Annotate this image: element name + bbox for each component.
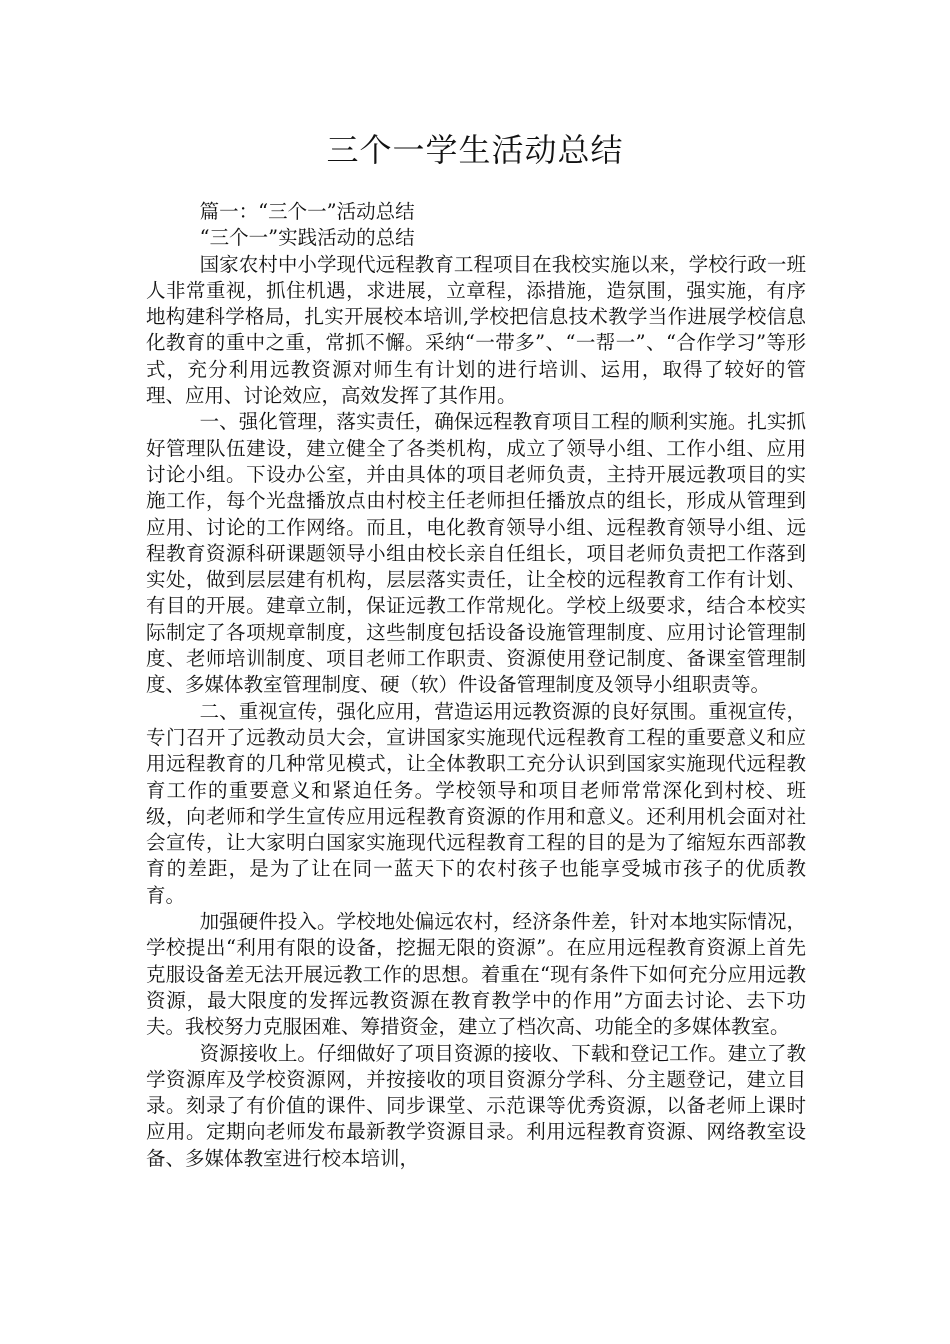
document-title: 三个一学生活动总结 [326, 131, 624, 169]
paragraph-publicity: 二、重视宣传，强化应用，营造运用远教资源的良好氛围。重视宣传，专门召开了远教动员大会，宣讲国家实施现代远程教育工程的重要意义和应用远程教育的几种常见模式，让全体教职工充分认识到国家实施现代远程教育工作的重要意义和紧迫任务。学校领导和项目老师常常深化到村校、班级，向老师和学生宣传应用远程教育资源的作用和意义。还利用机会面对社会宣传，让大家明白国家实施现代远程教育工程的目的是为了缩短东西部教育的差距，是为了让在同一蓝天下的农村孩子也能享受城市孩子的优质教育。 [146, 699, 806, 907]
subheading-article-one: 篇一：“三个一”活动总结 [199, 200, 415, 223]
subheading-summary: “三个一”实践活动的总结 [199, 226, 415, 250]
paragraph-hardware: 加强硬件投入。学校地处偏远农村，经济条件差，针对本地实际情况，学校提出“利用有限的设备，挖掘无限的资源”。在应用远程教育资源上首先克服设备差无法开展远教工作的思想。着重在“现有条件下如何充分应用远教资源，最大限度的发挥远教资源在教育教学中的作用”方面去讨论、去下功夫。我校努力克服困难、筹措资金，建立了档次高、功能全的多媒体教室。 [146, 910, 806, 1039]
document-body [146, 199, 806, 1172]
paragraph-resources: 资源接收上。仔细做好了项目资源的接收、下载和登记工作。建立了教学资源库及学校资源网，并按接收的项目资源分学科、分主题登记，建立目录。刻录了有价值的课件、同步课堂、示范课等优秀资源，以备老师上课时应用。定期向老师发布最新教学资源目录。利用远程教育资源、网络教室设备、多媒体教室进行校本培训， [146, 1041, 806, 1170]
paragraph-intro: 国家农村中小学现代远程教育工程项目在我校实施以来，学校行政一班人非常重视，抓住机遇，求进展，立章程，添措施，造氛围，强实施，有序地构建科学格局，扎实开展校本培训,学校把信息技术教学当作进展学校信息化教育的重中之重，常抓不懈。采纳“一带多”、“一帮一”、“合作学习”等形式，充分利用远教资源对师生有计划的进行培训、运用，取得了较好的管理、应用、讨论效应，高效发挥了其作用。 [146, 252, 806, 408]
paragraph-management: 一、强化管理，落实责任，确保远程教育项目工程的顺利实施。扎实抓好管理队伍建设，建立健全了各类机构，成立了领导小组、工作小组、应用讨论小组。下设办公室，并由具体的项目老师负责，主持开展远教项目的实施工作，每个光盘播放点由村校主任老师担任播放点的组长，形成从管理到应用、讨论的工作网络。而且，电化教育领导小组、远程教育领导小组、远程教育资源科研课题领导小组由校长亲自任组长，项目老师负责把工作落到实处，做到层层建有机构，层层落实责任，让全校的远程教育工作有计划、有目的开展。建章立制，保证远教工作常规化。学校上级要求，结合本校实际制定了各项规章制度，这些制度包括设备设施管理制度、应用讨论管理制度、老师培训制度、项目老师工作职责、资源使用登记制度、备课室管理制度、多媒体教室管理制度、硬（软）件设备管理制度及领导小组职责等。 [146, 410, 806, 697]
